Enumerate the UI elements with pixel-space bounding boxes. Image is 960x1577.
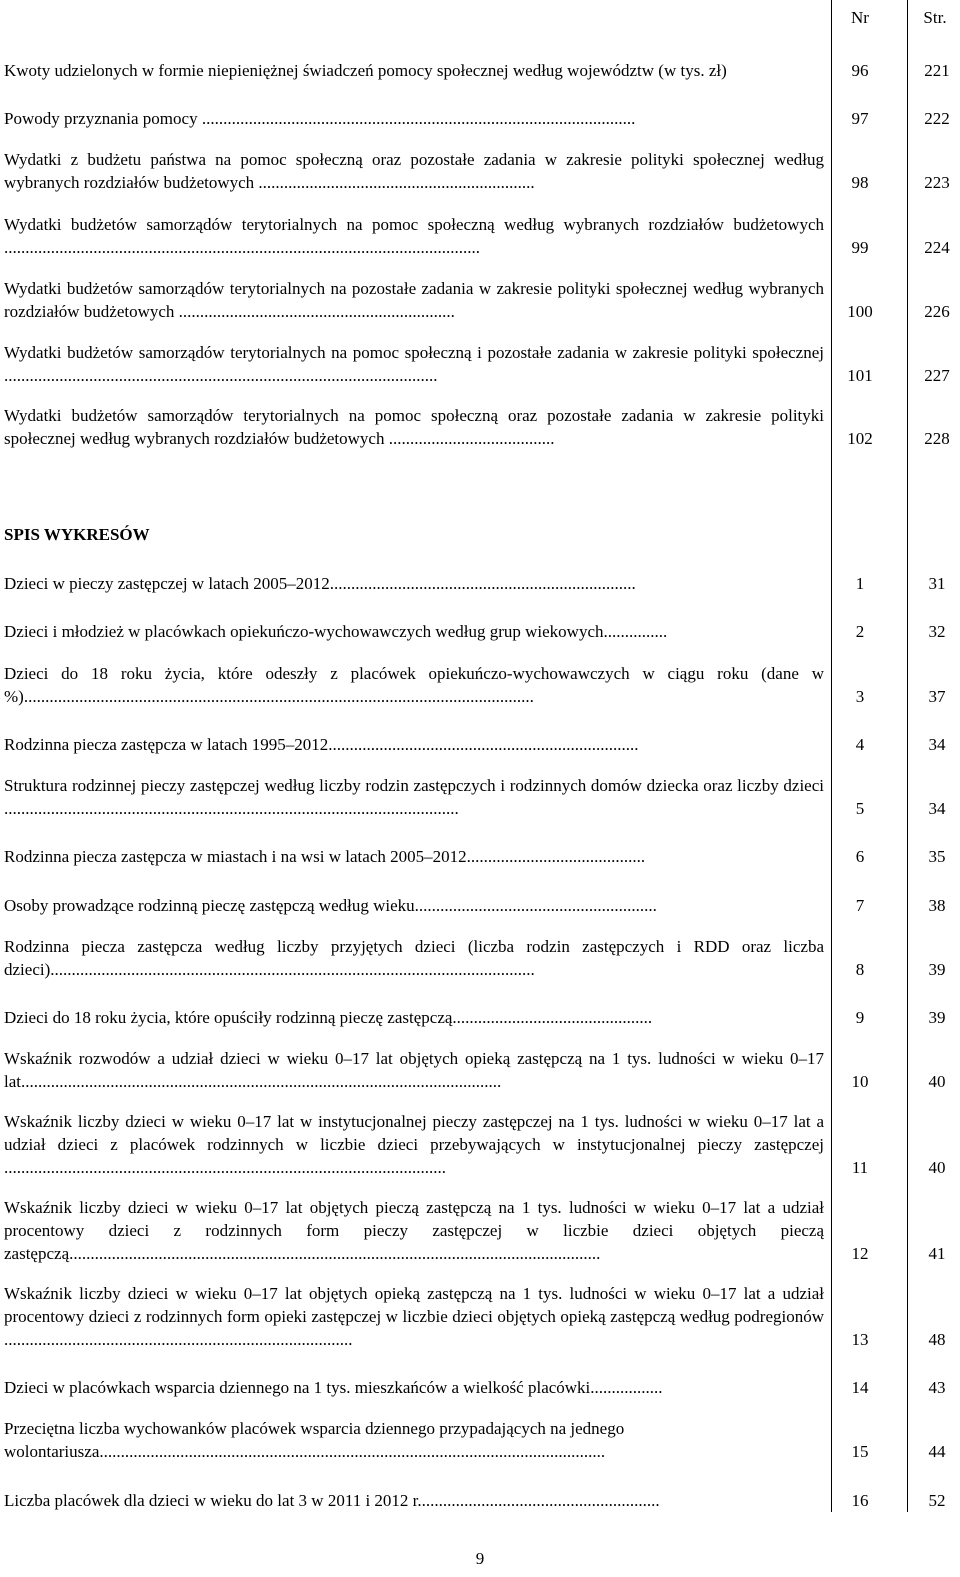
toc-entry-nr: 8 (855, 960, 865, 979)
toc-entry[interactable] (4, 1110, 954, 1179)
toc-entry[interactable] (4, 1006, 954, 1029)
toc-entry-nr: 96 (851, 61, 869, 80)
toc-entry-nr: 98 (851, 173, 869, 192)
toc-entry-title: Wydatki budżetów samorządów terytorialnych na pomoc społeczną oraz pozostałe zadania w zakresie polityki społecznej według wybranych rozdziałów budżetowych ....................................... (4, 406, 824, 448)
toc-entry-nr: 10 (851, 1072, 869, 1091)
toc-entry[interactable] (4, 774, 954, 820)
column-header-nr: Nr (851, 8, 869, 27)
toc-entry[interactable] (4, 733, 954, 756)
toc-entry-title: Wydatki z budżetu państwa na pomoc społeczną oraz pozostałe zadania w zakresie polityki społecznej według wybranych rozdziałów budżetowych ................................................................. (4, 150, 824, 192)
toc-entry-page: 44 (928, 1442, 946, 1461)
section-title: SPIS WYKRESÓW (4, 525, 150, 544)
toc-entry-page: 222 (924, 109, 950, 128)
toc-entry-title: Wskaźnik liczby dzieci w wieku 0–17 lat objętych pieczą zastępczą na 1 tys. ludności w wieku 0–17 lat a udział procentowy dzieci z rodzinnych form pieczy zastępczej w liczbie dzieci objętych pieczą zastępczą............................................................................................................................. (4, 1198, 824, 1263)
toc-entry-title: Dzieci do 18 roku życia, które odeszły z placówek opiekuńczo-wychowawczych w ciągu roku (dane w %)........................................................................................................................ (4, 664, 824, 706)
toc-entry-title: Wydatki budżetów samorządów terytorialnych na pomoc społeczną według wybranych rozdziałów budżetowych ................................................................................................................ (4, 215, 824, 257)
toc-entry[interactable] (4, 59, 954, 82)
toc-entry-title: Wskaźnik liczby dzieci w wieku 0–17 lat objętych opieką zastępczą na 1 tys. ludności w wieku 0–17 lat a udział procentowy dzieci z rodzinnych form opieki zastępczej w liczbie dzieci objętych opieką zastępczą według podregionów .................................................................................. (4, 1284, 824, 1349)
toc-entry[interactable] (4, 1489, 954, 1512)
toc-entry-page: 32 (928, 622, 946, 641)
toc-entry-nr: 5 (855, 799, 865, 818)
toc-entry-title: Rodzinna piecza zastępcza w latach 1995–2012......................................................................... (4, 735, 639, 754)
toc-entry-title: Dzieci i młodzież w placówkach opiekuńczo-wychowawczych według grup wiekowych............... (4, 622, 668, 641)
toc-entry-title: Dzieci do 18 roku życia, które opuściły rodzinną pieczę zastępczą............................................... (4, 1008, 653, 1027)
toc-entry[interactable] (4, 341, 954, 387)
toc-entry[interactable] (4, 845, 954, 868)
toc-entry-page: 43 (928, 1378, 946, 1397)
toc-entry-nr: 1 (855, 574, 865, 593)
toc-entry-page: 31 (928, 574, 946, 593)
toc-entry-title: Dzieci w pieczy zastępczej w latach 2005–2012........................................................................ (4, 574, 636, 593)
toc-entry-nr: 100 (847, 302, 873, 321)
toc-entry-page: 226 (924, 302, 950, 321)
toc-entry-page: 34 (928, 735, 946, 754)
toc-entry[interactable] (4, 620, 954, 643)
toc-entry-page: 39 (928, 960, 946, 979)
toc-entry[interactable] (4, 1047, 954, 1093)
toc-entry-page: 227 (924, 366, 950, 385)
toc-entry-title: Kwoty udzielonych w formie niepieniężnej świadczeń pomocy społecznej według województw (w tys. zł) (4, 61, 727, 80)
toc-entry-nr: 15 (851, 1442, 869, 1461)
toc-entry-title: Przeciętna liczba wychowanków placówek wsparcia dziennego przypadających na jednego wolontariusza....................................................................................................................... (4, 1419, 625, 1461)
toc-entry-nr: 16 (851, 1491, 869, 1510)
toc-entry-title: Wskaźnik rozwodów a udział dzieci w wieku 0–17 lat objętych opieką zastępczą na 1 tys. ludności w wieku 0–17 lat................................................................................................................. (4, 1049, 824, 1091)
toc-entry-page: 224 (924, 238, 950, 257)
toc-entry[interactable] (4, 107, 954, 130)
toc-entry-page: 34 (928, 799, 946, 818)
toc-entry-nr: 102 (847, 429, 873, 448)
toc-entry-page: 35 (928, 847, 946, 866)
toc-entry-title: Struktura rodzinnej pieczy zastępczej według liczby rodzin zastępczych i rodzinnych domów dziecka oraz liczby dzieci ........................................................................................................... (4, 776, 824, 818)
toc-entry[interactable] (4, 1417, 954, 1463)
page-number: 9 (475, 1549, 485, 1568)
toc-entry[interactable] (4, 935, 954, 981)
toc-entry-nr: 11 (851, 1158, 869, 1177)
toc-entry-page: 40 (928, 1158, 946, 1177)
toc-entry-title: Wydatki budżetów samorządów terytorialnych na pomoc społeczną i pozostałe zadania w zakresie polityki społecznej ...................................................................................................... (4, 343, 824, 385)
toc-entry-page: 228 (924, 429, 950, 448)
toc-entry-nr: 3 (855, 687, 865, 706)
toc-entry[interactable] (4, 404, 954, 450)
toc-entry-title: Wskaźnik liczby dzieci w wieku 0–17 lat w instytucjonalnej pieczy zastępczej na 1 tys. ludności w wieku 0–17 lat a udział dzieci z placówek rodzinnych w liczbie dzieci przebywających w instytucjonalnej pieczy zastępczej ........................................................................................................ (4, 1112, 824, 1177)
toc-entry-nr: 6 (855, 847, 865, 866)
toc-entry-title: Rodzinna piecza zastępcza według liczby przyjętych dzieci (liczba rodzin zastępczych i RDD oraz liczba dzieci).................................................................................................................. (4, 937, 824, 979)
toc-entry[interactable] (4, 894, 954, 917)
toc-entry-nr: 97 (851, 109, 869, 128)
toc-entry[interactable] (4, 1196, 954, 1265)
toc-entry-nr: 12 (851, 1244, 869, 1263)
toc-entry-title: Dzieci w placówkach wsparcia dziennego na 1 tys. mieszkańców a wielkość placówki................. (4, 1378, 663, 1397)
toc-entry[interactable] (4, 277, 954, 323)
toc-entry-nr: 13 (851, 1330, 869, 1349)
toc-entry-title: Liczba placówek dla dzieci w wieku do lat 3 w 2011 i 2012 r......................................................... (4, 1491, 660, 1510)
toc-entry[interactable] (4, 1282, 954, 1351)
toc-entry-page: 37 (928, 687, 946, 706)
toc-entry-page: 40 (928, 1072, 946, 1091)
toc-entry-page: 48 (928, 1330, 946, 1349)
toc-entry[interactable] (4, 148, 954, 194)
column-header-str: Str. (923, 8, 947, 27)
toc-entry-nr: 14 (851, 1378, 869, 1397)
toc-entry-nr: 2 (855, 622, 865, 641)
toc-entry-page: 223 (924, 173, 950, 192)
toc-entry[interactable] (4, 662, 954, 708)
toc-entry-nr: 9 (855, 1008, 865, 1027)
toc-entry[interactable] (4, 572, 954, 595)
toc-entry-title: Rodzinna piecza zastępcza w miastach i na wsi w latach 2005–2012.......................................... (4, 847, 646, 866)
toc-entry-nr: 101 (847, 366, 873, 385)
toc-entry-title: Osoby prowadzące rodzinną pieczę zastępczą według wieku......................................................... (4, 896, 657, 915)
toc-entry-nr: 7 (855, 896, 865, 915)
toc-entry-title: Powody przyznania pomocy ...................................................................................................... (4, 109, 636, 128)
toc-entry-title: Wydatki budżetów samorządów terytorialnych na pozostałe zadania w zakresie polityki społecznej według wybranych rozdziałów budżetowych ................................................................. (4, 279, 824, 321)
toc-entry-page: 221 (924, 61, 950, 80)
toc-entry-page: 41 (928, 1244, 946, 1263)
toc-entry-page: 38 (928, 896, 946, 915)
toc-entry[interactable] (4, 1376, 954, 1399)
toc-entry-nr: 4 (855, 735, 865, 754)
toc-entry[interactable] (4, 213, 954, 259)
toc-entry-page: 39 (928, 1008, 946, 1027)
toc-entry-nr: 99 (851, 238, 869, 257)
toc-entry-page: 52 (928, 1491, 946, 1510)
